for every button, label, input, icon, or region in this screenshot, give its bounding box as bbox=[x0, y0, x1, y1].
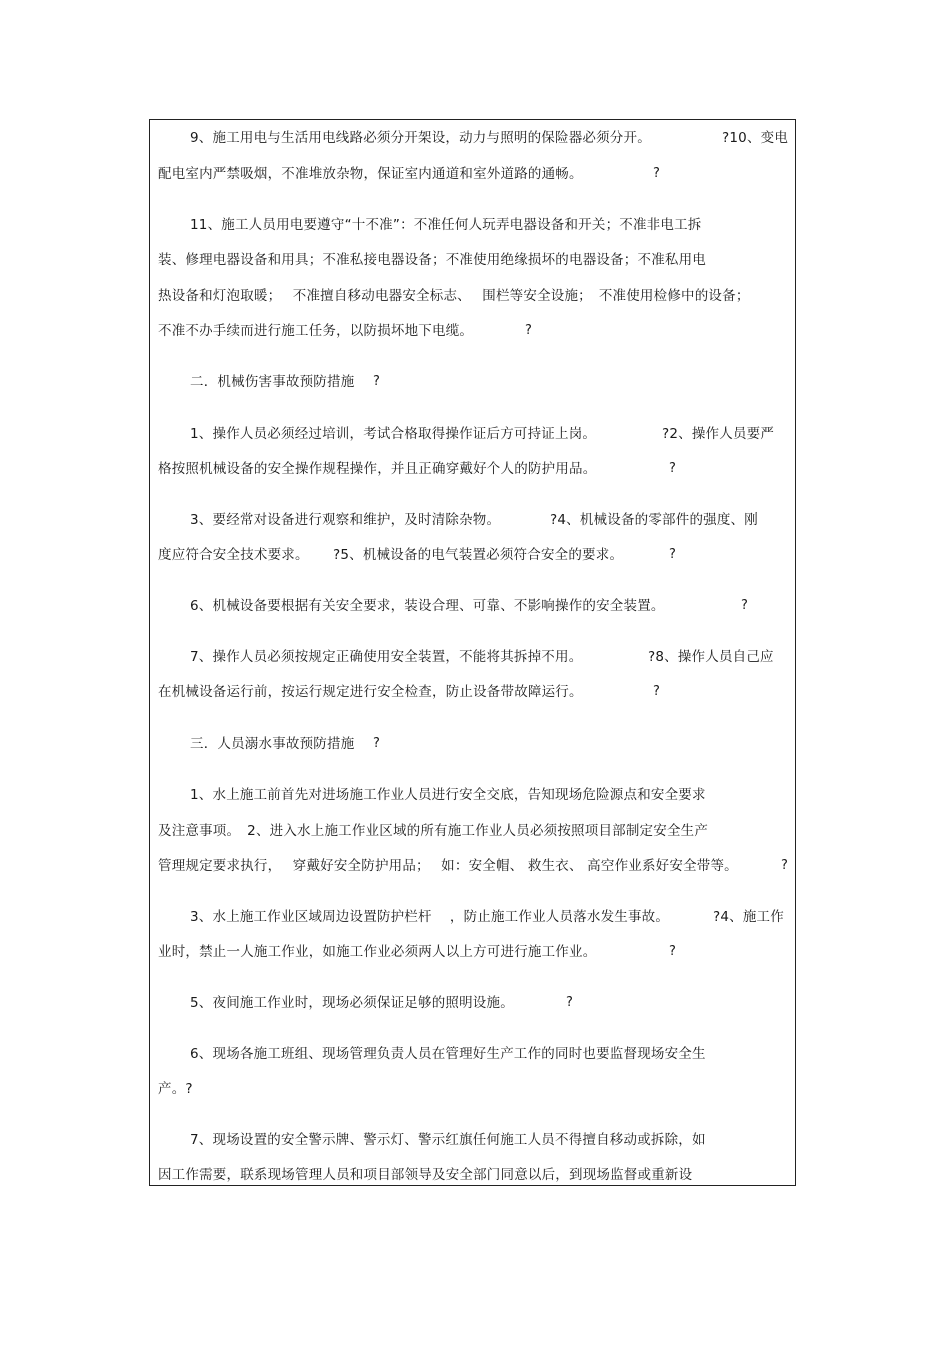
para-w2-line-2: 及注意事项。 2、进入水上施工作业区域的所有施工作业人员必须按照项目部制定安全生产 bbox=[158, 823, 709, 839]
placeholder-mark: ? bbox=[373, 736, 380, 751]
para-m6: 6、机械设备要根据有关安全要求，装设合理、可靠、不影响操作的安全装置。 bbox=[190, 598, 665, 614]
para-m5: ?5、机械设备的电气装置必须符合安全的要求。 bbox=[333, 547, 624, 563]
para-m8-start: ?8、操作人员自己应 bbox=[648, 649, 774, 665]
para-w4-start: ?4、施工作 bbox=[713, 909, 784, 925]
placeholder-mark: ? bbox=[669, 547, 676, 562]
para-11-line-3: 热设备和灯泡取暖； 不准擅自移动电器安全标志、 围栏等安全设施； 不准使用检修中的设备； bbox=[158, 288, 750, 304]
placeholder-mark: ? bbox=[653, 166, 660, 181]
para-10-start: ?10、变电 bbox=[722, 130, 789, 146]
para-10-line-2: 配电室内严禁吸烟，不准堆放杂物，保证室内通道和室外道路的通畅。 bbox=[158, 166, 583, 182]
para-m4-start: ?4、机械设备的零部件的强度、刚 bbox=[550, 512, 758, 528]
section-heading-drowning: 三．人员溺水事故预防措施 bbox=[190, 736, 355, 752]
para-9-line-1: 9、施工用电与生活用电线路必须分开架设，动力与照明的保险器必须分开。 bbox=[190, 130, 651, 146]
para-m2-line-2: 格按照机械设备的安全操作规程操作，并且正确穿戴好个人的防护用品。 bbox=[158, 461, 597, 477]
para-w4-line-2: 业时，禁止一人施工作业，如施工作业必须两人以上方可进行施工作业。 bbox=[158, 944, 597, 960]
para-w6-line-1: 6、现场各施工班组、现场管理负责人员在管理好生产工作的同时也要监督现场安全生 bbox=[190, 1046, 706, 1062]
placeholder-mark: ? bbox=[781, 858, 788, 873]
para-w1-line-1: 1、水上施工前首先对进场施工作业人员进行安全交底，告知现场危险源点和安全要求 bbox=[190, 787, 706, 803]
placeholder-mark: ? bbox=[525, 323, 532, 338]
para-w7-line-1: 7、现场设置的安全警示牌、警示灯、警示红旗任何施工人员不得擅自移动或拆除，如 bbox=[190, 1132, 706, 1148]
para-11-line-4: 不准不办手续而进行施工任务，以防损坏地下电缆。 bbox=[158, 323, 474, 339]
para-m7-line-1: 7、操作人员必须按规定正确使用安全装置，不能将其拆掉不用。 bbox=[190, 649, 583, 665]
para-11-line-2: 装、修理电器设备和用具；不准私接电器设备；不准使用绝缘损坏的电器设备；不准私用电 bbox=[158, 252, 706, 268]
placeholder-mark: ? bbox=[566, 995, 573, 1010]
placeholder-mark: ? bbox=[669, 944, 676, 959]
para-w2-line-3: 管理规定要求执行， 穿戴好安全防护用品； 如：安全帽、 救生衣、 高空作业系好安全带等。 bbox=[158, 858, 738, 874]
para-w6-line-2: 产。? bbox=[158, 1081, 193, 1097]
para-m8-line-2: 在机械设备运行前，按运行规定进行安全检查，防止设备带故障运行。 bbox=[158, 684, 583, 700]
placeholder-mark: ? bbox=[653, 684, 660, 699]
para-w7-line-2: 因工作需要，联系现场管理人员和项目部领导及安全部门同意以后，到现场监督或重新设 bbox=[158, 1167, 693, 1183]
para-m2-start: ?2、操作人员要严 bbox=[662, 426, 775, 442]
section-heading-mechanical: 二．机械伤害事故预防措施 bbox=[190, 374, 355, 390]
para-m3-line-1: 3、要经常对设备进行观察和维护，及时清除杂物。 bbox=[190, 512, 501, 528]
placeholder-mark: ? bbox=[669, 461, 676, 476]
para-11-line-1: 11、施工人员用电要遵守“十不准”：不准任何人玩弄电器设备和开关；不准非电工拆 bbox=[190, 217, 702, 233]
placeholder-mark: ? bbox=[373, 374, 380, 389]
para-m1-line-1: 1、操作人员必须经过培训，考试合格取得操作证后方可持证上岗。 bbox=[190, 426, 597, 442]
placeholder-mark: ? bbox=[741, 598, 748, 613]
para-w3-line-1: 3、水上施工作业区域周边设置防护栏杆 ，防止施工作业人员落水发生事故。 bbox=[190, 909, 670, 925]
para-w5: 5、夜间施工作业时，现场必须保证足够的照明设施。 bbox=[190, 995, 514, 1011]
para-m4-line-2: 度应符合安全技术要求。 bbox=[158, 547, 309, 563]
